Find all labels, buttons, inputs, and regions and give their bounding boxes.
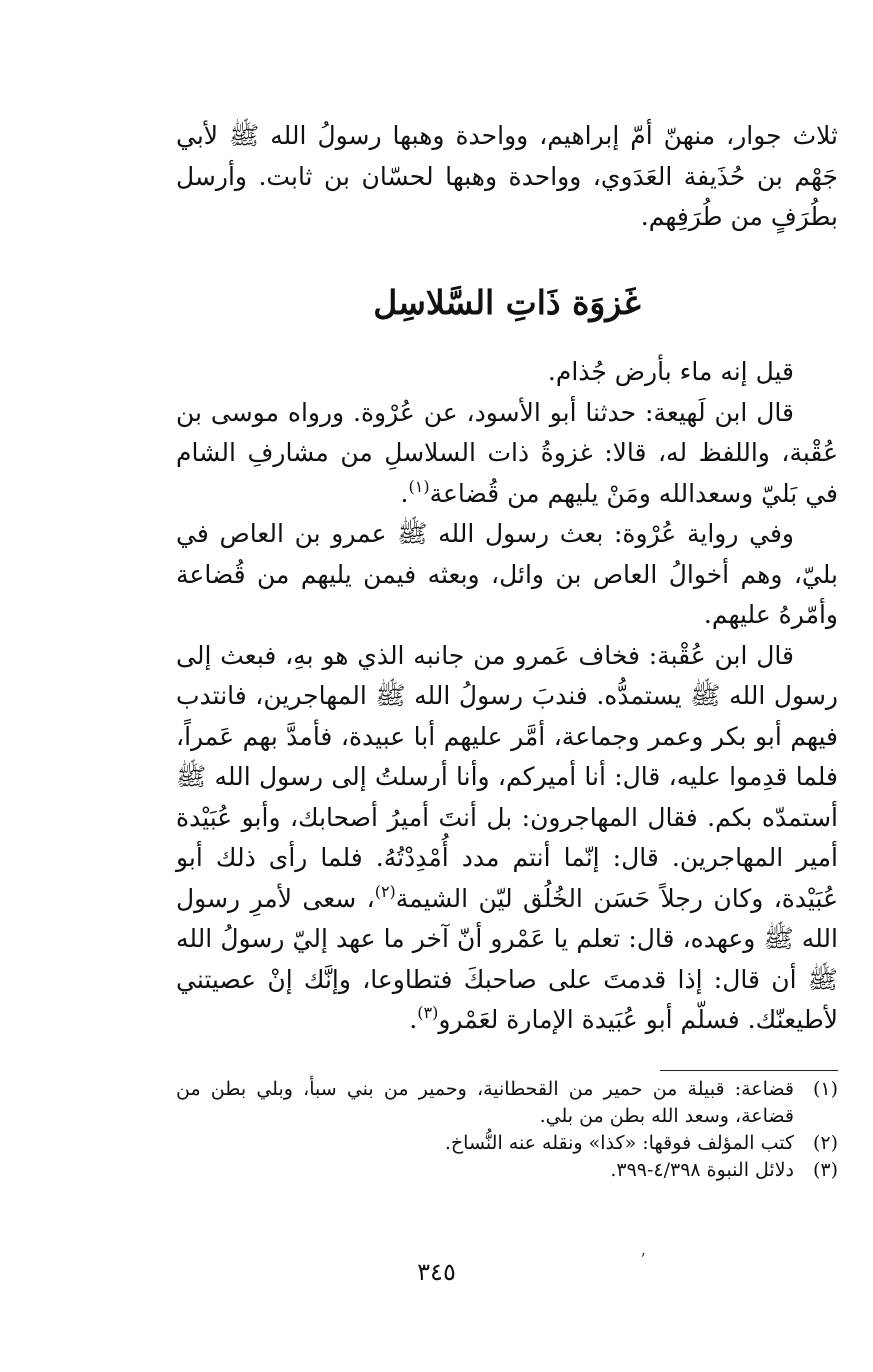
footnotes <box>176 1076 838 1184</box>
paragraph-text: قيل إنه ماء بأرض جُذام. <box>547 357 794 386</box>
paragraph-urwa <box>176 514 838 636</box>
footnote-item <box>176 1076 838 1130</box>
footnote-divider <box>660 1070 838 1071</box>
paragraph-text: قال ابن لَهيعة: حدثنا أبو الأسود، عن عُرْوة. ورواه موسى بن عُقْبة، واللفظ له، قالا: غزوةُ ذات السلاسلِ من مشارفِ الشام في بَليّ وسعدالله ومَنْ يليهم من قُضاعة <box>176 397 838 508</box>
footnote-text: دلائل النبوة ٤/٣٩٨-٣٩٩. <box>610 1159 794 1181</box>
intro-paragraph <box>176 116 838 238</box>
page-number: ٣٤٥ <box>417 1258 456 1286</box>
footnote-ref[interactable]: (٢) <box>374 881 396 901</box>
paragraph-location <box>176 352 838 393</box>
paragraph-tail: . <box>409 1005 418 1034</box>
footnote-text: قضاعة: قبيلة من حمير من القحطانية، وحمير من بني سبأ، وبلي بطن من قضاعة، وسعد الله بطن من بلي. <box>176 1078 794 1127</box>
paragraph-text: وفي رواية عُرْوة: بعث رسول الله ﷺ عمرو بن العاص في بليّ، وهم أخوالُ العاص بن وائل، وبعثه فيمن يليهم من قُضاعة وأمّرهُ عليهم. <box>176 519 838 629</box>
footnote-number: (٣) <box>812 1159 838 1181</box>
stray-mark: ʼ <box>640 1250 646 1269</box>
footnote-number: (١) <box>812 1078 838 1100</box>
footnote-number: (٢) <box>812 1132 838 1154</box>
paragraph-ibn-uqba <box>176 636 838 1041</box>
main-text <box>176 352 838 1041</box>
paragraph-tail: . <box>400 478 409 508</box>
footnote-text: كتب المؤلف فوقها: «كذا» ونقله عنه النُّساخ. <box>444 1132 794 1154</box>
paragraph-ibn-lahia <box>176 393 838 515</box>
footnote-ref[interactable]: (١) <box>408 476 430 496</box>
paragraph-text: قال ابن عُقْبة: فخاف عَمرو من جانبه الذي هو بهِ، فبعث إلى رسول الله ﷺ يستمدُّه. فندبَ رسولُ الله ﷺ المهاجرين، فانتدب فيهم أبو بكر وعمر وجماعة، أمَّر عليهم أبا عبيدة، فأمدَّ بهم عَمراً، فلما قدِموا عليه، قال: أنا أميركم، وأنا أرسلتُ إلى رسول الله ﷺ أستمدّه بكم. فقال المهاجرون: بل أنتَ أميرُ أصحابك، وأبو عُبَيْدة أمير المهاجرين. قال: إنّما أنتم مدد أُمْدِدْتُهُ. فلما رأى ذلك أبو عُبَيْدة، وكان رجلاً حَسَن الخُلُق ليّن الشيمة <box>176 640 838 913</box>
footnote-ref[interactable]: (٣) <box>417 1003 439 1022</box>
footnote-item <box>176 1157 838 1184</box>
intro-text: ثلاث جوار، منهنّ أمّ إبراهيم، وواحدة وهبها رسولُ الله ﷺ لأبي جَهْم بن حُذَيفة العَدَوي، وواحدة وهبها لحسّان بن ثابت. وأرسل بطُرَفٍ من طُرَفِهم. <box>176 121 838 231</box>
section-heading: غَزوَة ذَاتِ السَّلاسِل <box>373 283 641 322</box>
paragraph-tail: ، سعى لأمرِ رسول الله ﷺ وعهده، قال: تعلم يا عَمْرو أنّ آخر ما عهد إليّ رسولُ الله ﷺ أن قال: إذا قدمتَ على صاحبكَ فتطاوعا، وإنَّك إنْ عصيتني لأطيعنّك. فسلّم أبو عُبَيدة الإمارة لعَمْرو <box>176 883 838 1034</box>
footnote-item <box>176 1130 838 1157</box>
